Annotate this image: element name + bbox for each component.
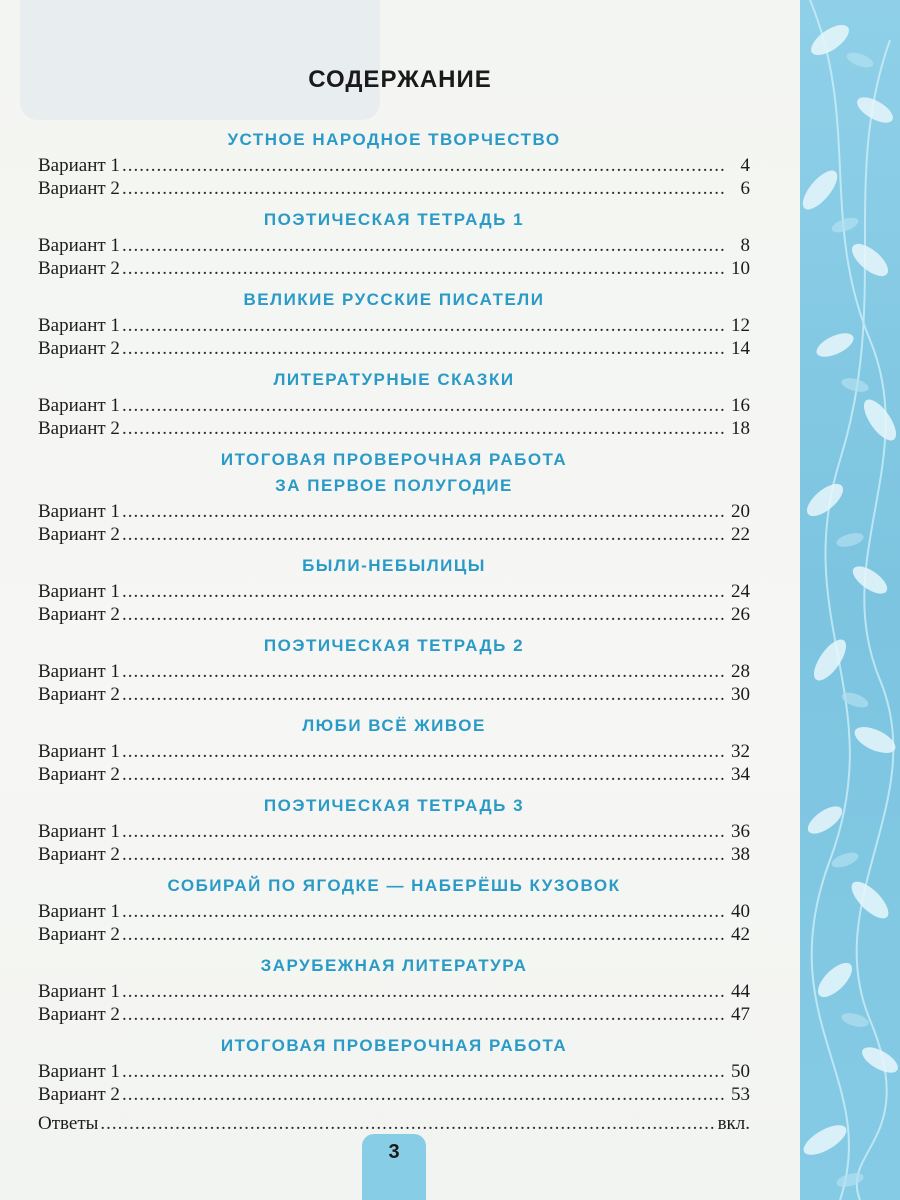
entry-page-number: 38 [731, 844, 750, 865]
section-title: ЛИТЕРАТУРНЫЕ СКАЗКИ [273, 370, 515, 389]
dot-leader [122, 177, 726, 200]
entry-page-number: 22 [731, 524, 750, 545]
leaf-pattern-icon [800, 0, 900, 1200]
entry-label: Вариант 2 [38, 258, 120, 279]
entry-page-number: 26 [731, 604, 750, 625]
entry-page-number: 47 [731, 1004, 750, 1025]
section-title: СОБИРАЙ ПО ЯГОДКЕ — НАБЕРЁШЬ КУЗОВОК [167, 876, 621, 895]
entry-page-number: 10 [731, 258, 750, 279]
entry-page-number: 44 [731, 981, 750, 1002]
entry-label: Вариант 1 [38, 315, 120, 336]
entry-page-number: 53 [731, 1084, 750, 1105]
entry-label: Вариант 1 [38, 395, 120, 416]
entry-label: Вариант 2 [38, 524, 120, 545]
entry-label: Вариант 2 [38, 338, 120, 359]
dot-leader [122, 154, 726, 177]
section-title: ЗА ПЕРВОЕ ПОЛУГОДИЕ [275, 476, 513, 495]
entry-label: Вариант 2 [38, 418, 120, 439]
dot-leader [100, 1112, 715, 1135]
entry-page-number: 14 [731, 338, 750, 359]
entry-label: Вариант 1 [38, 155, 120, 176]
dot-leader [122, 337, 726, 360]
toc-entry [38, 820, 750, 843]
toc-entry-answers [38, 1112, 750, 1135]
entry-label: Вариант 1 [38, 501, 120, 522]
entry-page-number: 20 [731, 501, 750, 522]
section-title: ПОЭТИЧЕСКАЯ ТЕТРАДЬ 3 [263, 796, 525, 815]
entry-label: Вариант 1 [38, 981, 120, 1002]
toc-section [38, 634, 750, 706]
page-number: 3 [388, 1141, 400, 1163]
dot-leader [122, 820, 726, 843]
entry-page-number: 8 [740, 235, 750, 256]
toc-entry [38, 843, 750, 866]
entry-page-number: 4 [740, 155, 750, 176]
toc-entry [38, 580, 750, 603]
entry-label: Вариант 2 [38, 604, 120, 625]
dot-leader [122, 923, 726, 946]
entry-page-number: 28 [731, 661, 750, 682]
section-title: ПОЭТИЧЕСКАЯ ТЕТРАДЬ 2 [263, 636, 525, 655]
toc-entry [38, 980, 750, 1003]
entry-page-number: 30 [731, 684, 750, 705]
toc-entry [38, 900, 750, 923]
toc-entry [38, 923, 750, 946]
entry-label: Вариант 2 [38, 684, 120, 705]
entry-page-number: 18 [731, 418, 750, 439]
dot-leader [122, 1060, 726, 1083]
decorative-leaf-border [800, 0, 900, 1200]
entry-label: Вариант 2 [38, 844, 120, 865]
entry-label: Вариант 2 [38, 924, 120, 945]
section-title: ВЕЛИКИЕ РУССКИЕ ПИСАТЕЛИ [243, 290, 545, 309]
dot-leader [122, 843, 726, 866]
section-title: ИТОГОВАЯ ПРОВЕРОЧНАЯ РАБОТА [220, 450, 568, 469]
section-title: ЗАРУБЕЖНАЯ ЛИТЕРАТУРА [260, 956, 528, 975]
toc-section [38, 368, 750, 440]
entry-label: Вариант 2 [38, 1004, 120, 1025]
dot-leader [122, 603, 726, 626]
entry-page-number: 6 [740, 178, 750, 199]
entry-label: Вариант 1 [38, 235, 120, 256]
entry-label: Вариант 1 [38, 741, 120, 762]
entry-page-number: 34 [731, 764, 750, 785]
table-of-contents [38, 128, 750, 1135]
toc-section [38, 128, 750, 200]
toc-section [38, 208, 750, 280]
dot-leader [122, 660, 726, 683]
entry-page-number: 36 [731, 821, 750, 842]
toc-section [38, 874, 750, 946]
toc-entry [38, 763, 750, 786]
entry-page-number: 32 [731, 741, 750, 762]
toc-entry [38, 603, 750, 626]
dot-leader [122, 314, 726, 337]
entry-label: Вариант 1 [38, 581, 120, 602]
toc-section [38, 448, 750, 546]
section-title: ЛЮБИ ВСЁ ЖИВОЕ [302, 716, 486, 735]
section-title: ИТОГОВАЯ ПРОВЕРОЧНАЯ РАБОТА [220, 1036, 568, 1055]
toc-entry [38, 683, 750, 706]
toc-entry [38, 500, 750, 523]
section-title: ПОЭТИЧЕСКАЯ ТЕТРАДЬ 1 [263, 210, 525, 229]
toc-entry [38, 234, 750, 257]
entry-label: Вариант 2 [38, 178, 120, 199]
dot-leader [122, 257, 726, 280]
entry-label: Вариант 2 [38, 764, 120, 785]
toc-entry [38, 177, 750, 200]
toc-entry [38, 740, 750, 763]
page-title: СОДЕРЖАНИЕ [308, 66, 492, 93]
entry-page-number: 50 [731, 1061, 750, 1082]
entry-label: Вариант 2 [38, 1084, 120, 1105]
entry-label: Вариант 1 [38, 821, 120, 842]
entry-label: Ответы [38, 1113, 99, 1134]
section-title: БЫЛИ-НЕБЫЛИЦЫ [302, 556, 486, 575]
toc-section [38, 794, 750, 866]
toc-entry [38, 337, 750, 360]
toc-entry [38, 257, 750, 280]
dot-leader [122, 417, 726, 440]
entry-page-number: вкл. [717, 1113, 750, 1134]
dot-leader [122, 394, 726, 417]
faded-header-tab [20, 0, 380, 120]
toc-section [38, 954, 750, 1026]
dot-leader [122, 900, 726, 923]
dot-leader [122, 763, 726, 786]
dot-leader [122, 1003, 726, 1026]
toc-entry [38, 523, 750, 546]
entry-label: Вариант 1 [38, 901, 120, 922]
entry-page-number: 16 [731, 395, 750, 416]
page-number-badge [362, 1134, 426, 1200]
dot-leader [122, 1083, 726, 1106]
dot-leader [122, 683, 726, 706]
entry-page-number: 42 [731, 924, 750, 945]
entry-page-number: 40 [731, 901, 750, 922]
toc-entry [38, 394, 750, 417]
toc-section [38, 554, 750, 626]
entry-page-number: 12 [731, 315, 750, 336]
entry-label: Вариант 1 [38, 661, 120, 682]
entry-label: Вариант 1 [38, 1061, 120, 1082]
toc-section [38, 1034, 750, 1106]
toc-entry [38, 314, 750, 337]
dot-leader [122, 234, 726, 257]
toc-section [38, 714, 750, 786]
dot-leader [122, 740, 726, 763]
toc-section [38, 288, 750, 360]
toc-entry [38, 154, 750, 177]
toc-entry [38, 660, 750, 683]
entry-page-number: 24 [731, 581, 750, 602]
dot-leader [122, 580, 726, 603]
toc-entry [38, 417, 750, 440]
section-title: УСТНОЕ НАРОДНОЕ ТВОРЧЕСТВО [227, 130, 561, 149]
toc-entry [38, 1003, 750, 1026]
dot-leader [122, 523, 726, 546]
toc-entry [38, 1060, 750, 1083]
dot-leader [122, 500, 726, 523]
toc-entry [38, 1083, 750, 1106]
dot-leader [122, 980, 726, 1003]
